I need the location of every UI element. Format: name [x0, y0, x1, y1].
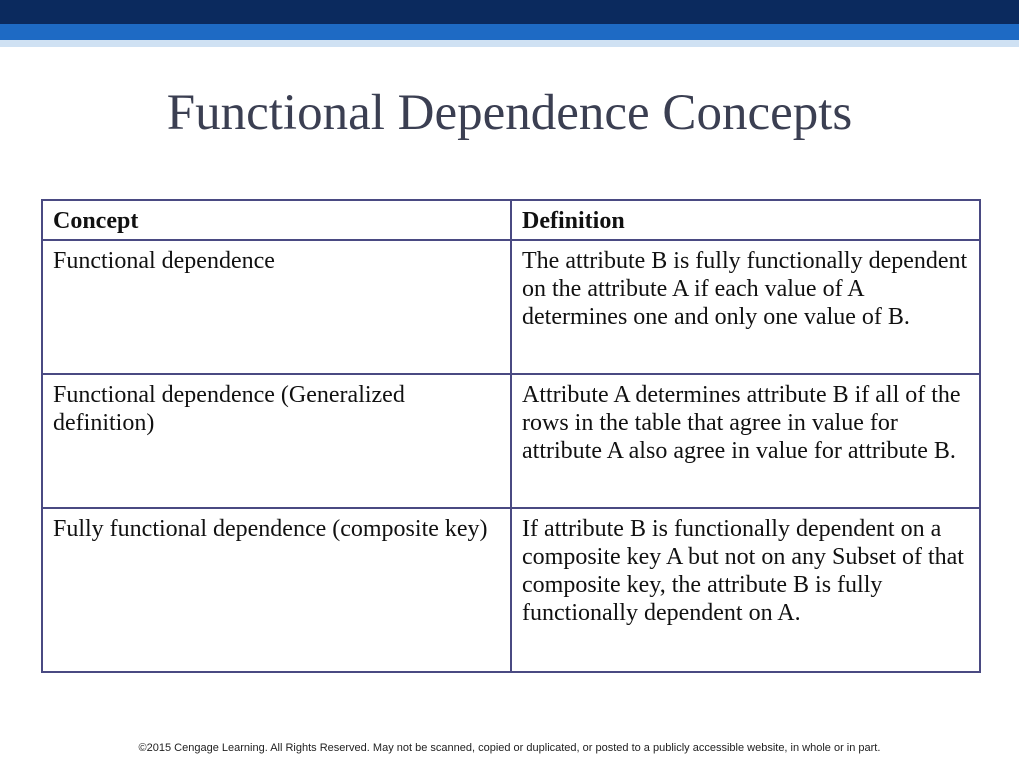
- concept-cell: Fully functional dependence (composite key): [42, 508, 511, 672]
- concepts-table: [41, 199, 981, 673]
- copyright-footer: ©2015 Cengage Learning. All Rights Reserved. May not be scanned, copied or duplicated, or posted to a publicly accessible website, in whole or in part.: [138, 742, 881, 754]
- column-header-definition: Definition: [511, 200, 980, 240]
- table-row: [42, 240, 980, 374]
- column-header-concept: Concept: [42, 200, 511, 240]
- concept-cell: Functional dependence (Generalized definition): [42, 374, 511, 508]
- definition-cell: If attribute B is functionally dependent on a composite key A but not on any Subset of that composite key, the attribute B is fully functionally dependent on A.: [511, 508, 980, 672]
- header-band-mid: [0, 24, 1019, 40]
- definition-cell: Attribute A determines attribute B if all of the rows in the table that agree in value for attribute A also agree in value for attribute B.: [511, 374, 980, 508]
- concept-cell: Functional dependence: [42, 240, 511, 374]
- header-band-dark: [0, 0, 1019, 24]
- table-row: [42, 374, 980, 508]
- header-band-light: [0, 40, 1019, 47]
- table-header-row: [42, 200, 980, 240]
- slide-title: Functional Dependence Concepts: [166, 85, 853, 141]
- table-row: [42, 508, 980, 672]
- definition-cell: The attribute B is fully functionally dependent on the attribute A if each value of A determines one and only one value of B.: [511, 240, 980, 374]
